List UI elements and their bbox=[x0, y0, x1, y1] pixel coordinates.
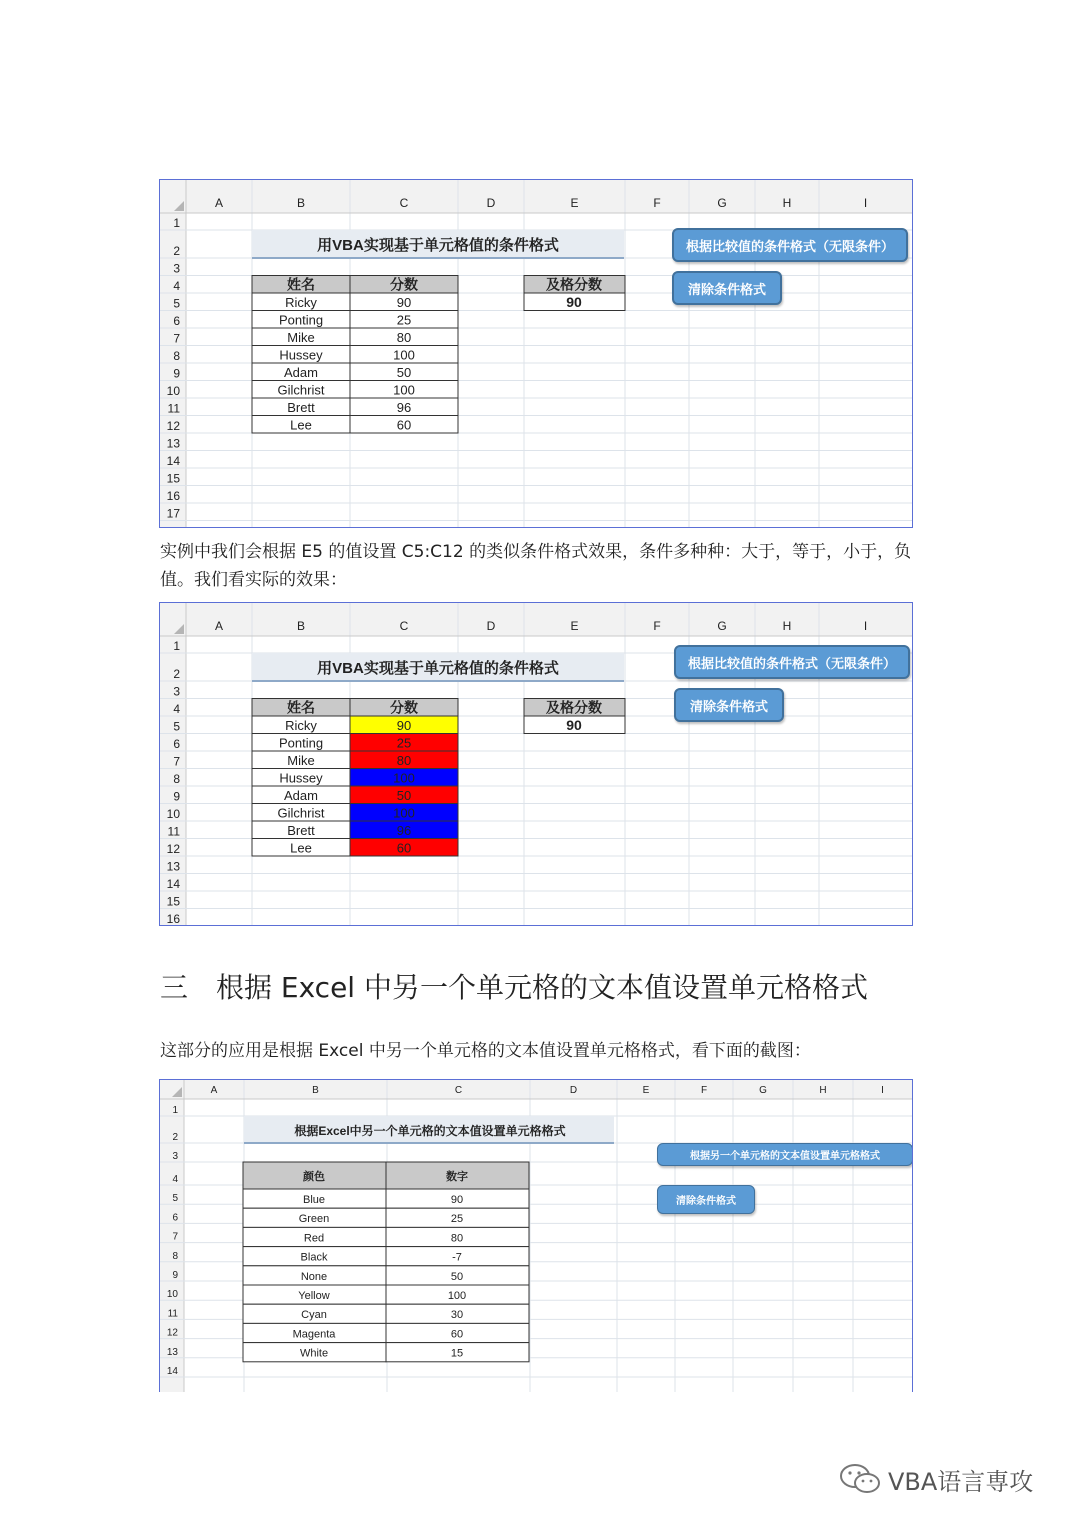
score-value: 25 bbox=[396, 312, 412, 328]
row-number: 14 bbox=[166, 454, 180, 468]
column-letter: D bbox=[486, 196, 496, 210]
score-value: 90 bbox=[396, 718, 412, 733]
header-number: 数字 bbox=[446, 1171, 468, 1183]
section-3-paragraph: 这部分的应用是根据 Excel 中另一个单元格的文本值设置单元格格式，看下面的截图： bbox=[160, 1041, 811, 1061]
apply-conditional-format-button[interactable]: 根据比较值的条件格式（无限条件） bbox=[672, 228, 908, 262]
row-number: 7 bbox=[173, 331, 180, 346]
row-number: 5 bbox=[173, 719, 180, 734]
row-number: 4 bbox=[172, 1174, 178, 1185]
column-letter: B bbox=[312, 1085, 319, 1096]
spreadsheet-screenshot-3 bbox=[159, 1079, 913, 1392]
row-number: 13 bbox=[166, 859, 180, 874]
score-value: 60 bbox=[396, 840, 412, 856]
name-value: Adam bbox=[284, 365, 318, 380]
name-value: Ponting bbox=[278, 312, 324, 328]
score-value: 50 bbox=[396, 365, 412, 380]
column-letter: A bbox=[210, 1085, 218, 1096]
row-number: 6 bbox=[173, 737, 180, 751]
row-number: 11 bbox=[167, 401, 180, 416]
name-value: Ponting bbox=[278, 735, 324, 751]
row-number: 8 bbox=[173, 772, 180, 786]
column-letter: H bbox=[819, 1085, 827, 1096]
header-name: 姓名 bbox=[287, 699, 315, 716]
number-value: 80 bbox=[450, 1232, 464, 1245]
number-value: 30 bbox=[450, 1309, 464, 1322]
color-name-value: Green bbox=[298, 1213, 330, 1226]
color-name-value: Cyan bbox=[301, 1309, 327, 1322]
row-number: 15 bbox=[166, 471, 180, 486]
name-value: Hussey bbox=[279, 770, 323, 786]
row-number: 5 bbox=[173, 296, 180, 311]
name-value: Brett bbox=[287, 823, 315, 838]
row-number: 11 bbox=[167, 1308, 178, 1320]
row-number: 2 bbox=[173, 667, 180, 681]
name-value: Ricky bbox=[285, 295, 317, 310]
row-number: 9 bbox=[173, 789, 180, 804]
column-letter: D bbox=[569, 1085, 578, 1096]
column-letter: H bbox=[782, 196, 792, 210]
color-name-value: Yellow bbox=[298, 1290, 330, 1302]
row-number: 10 bbox=[166, 807, 180, 821]
header-name: 姓名 bbox=[287, 276, 315, 293]
row-number: 2 bbox=[172, 1132, 178, 1143]
pass-value: 90 bbox=[566, 294, 582, 310]
spreadsheet-screenshot-2 bbox=[159, 602, 913, 926]
column-header-bar bbox=[160, 603, 912, 636]
name-value: Brett bbox=[287, 400, 315, 415]
intro-paragraph: 实例中我们会根据 E5 的值设置 C5:C12 的类似条件格式效果，条件多种种：大于，等于，小于，负值。我们看实际的效果： bbox=[160, 542, 912, 590]
row-number: 1 bbox=[173, 216, 180, 230]
row-number: 17 bbox=[166, 506, 180, 521]
color-name-value: Blue bbox=[302, 1194, 326, 1206]
row-number: 13 bbox=[166, 1346, 178, 1358]
row-number: 1 bbox=[172, 1105, 178, 1116]
row-number: 3 bbox=[172, 1151, 178, 1162]
color-name-value: Black bbox=[300, 1251, 328, 1264]
header-color: 颜色 bbox=[303, 1171, 325, 1183]
column-letter: G bbox=[717, 619, 727, 633]
name-value: Gilchrist bbox=[277, 805, 325, 821]
row-number: 12 bbox=[166, 1327, 178, 1339]
number-value: 50 bbox=[450, 1270, 464, 1283]
row-number: 1 bbox=[173, 639, 180, 653]
column-letter: G bbox=[759, 1085, 767, 1096]
row-number: 8 bbox=[172, 1250, 178, 1262]
row-number: 10 bbox=[166, 384, 180, 398]
column-letter: A bbox=[214, 619, 224, 633]
name-value: Adam bbox=[284, 788, 318, 803]
column-letter: B bbox=[296, 619, 306, 633]
row-number: 7 bbox=[172, 1231, 178, 1243]
color-name-value: Magenta bbox=[292, 1328, 336, 1341]
score-value: 100 bbox=[393, 805, 415, 821]
column-letter: C bbox=[454, 1085, 463, 1096]
score-value: 80 bbox=[396, 330, 412, 345]
score-value: 50 bbox=[396, 788, 412, 803]
sheet-title: 根据Excel中另一个单元格的文本值设置单元格格式 bbox=[294, 1124, 566, 1138]
number-value: 100 bbox=[447, 1290, 467, 1302]
score-value: 100 bbox=[393, 347, 415, 363]
column-letter: D bbox=[486, 619, 496, 633]
row-number: 14 bbox=[166, 877, 180, 891]
name-value: Mike bbox=[287, 330, 315, 345]
row-number: 11 bbox=[167, 824, 180, 839]
column-letter: F bbox=[700, 1085, 708, 1096]
row-number: 9 bbox=[172, 1270, 178, 1281]
column-letter: G bbox=[717, 196, 727, 210]
row-number: 8 bbox=[173, 349, 180, 363]
row-number: 6 bbox=[172, 1212, 178, 1224]
pass-label: 及格分数 bbox=[546, 276, 602, 293]
column-letter: H bbox=[782, 619, 792, 633]
number-value: 60 bbox=[450, 1328, 464, 1341]
row-number: 14 bbox=[166, 1366, 178, 1377]
row-number: 5 bbox=[172, 1193, 178, 1205]
score-value: 100 bbox=[393, 770, 415, 786]
number-value: -7 bbox=[452, 1251, 462, 1264]
column-letter: F bbox=[653, 619, 661, 633]
column-letter: I bbox=[863, 196, 868, 210]
name-value: Lee bbox=[290, 417, 312, 433]
score-value: 25 bbox=[396, 735, 412, 751]
name-value: Mike bbox=[287, 753, 315, 768]
score-value: 90 bbox=[396, 295, 412, 310]
column-letter: C bbox=[399, 619, 409, 633]
apply-conditional-format-button-2[interactable]: 根据比较值的条件格式（无限条件） bbox=[674, 645, 910, 679]
name-value: Ricky bbox=[285, 718, 317, 733]
color-name-value: None bbox=[300, 1270, 328, 1283]
row-number: 15 bbox=[166, 894, 180, 909]
header-score: 分数 bbox=[390, 699, 418, 716]
pass-value: 90 bbox=[566, 717, 582, 733]
column-header-bar bbox=[160, 1080, 912, 1099]
number-value: 90 bbox=[450, 1194, 464, 1206]
row-number: 4 bbox=[173, 279, 180, 293]
number-value: 25 bbox=[450, 1213, 464, 1226]
name-value: Gilchrist bbox=[277, 382, 325, 398]
row-number: 2 bbox=[173, 244, 180, 258]
row-number: 3 bbox=[173, 261, 180, 276]
score-value: 96 bbox=[396, 823, 412, 838]
column-letter: E bbox=[570, 619, 579, 633]
clear-conditional-format-button-2[interactable]: 清除条件格式 bbox=[674, 688, 784, 722]
clear-text-format-button[interactable]: 清除条件格式 bbox=[657, 1185, 755, 1214]
column-letter: C bbox=[399, 196, 409, 210]
number-value: 15 bbox=[450, 1347, 464, 1360]
column-letter: A bbox=[214, 196, 224, 210]
row-number: 6 bbox=[173, 314, 180, 328]
column-letter: F bbox=[653, 196, 661, 210]
name-value: Hussey bbox=[279, 347, 323, 363]
row-number: 10 bbox=[166, 1289, 178, 1301]
color-name-value: Red bbox=[303, 1232, 325, 1245]
score-value: 100 bbox=[393, 382, 415, 398]
sheet-title: 用VBA实现基于单元格值的条件格式 bbox=[317, 660, 559, 677]
header-score: 分数 bbox=[390, 276, 418, 293]
row-number: 3 bbox=[173, 684, 180, 699]
score-value: 60 bbox=[396, 417, 412, 433]
sheet3-grid bbox=[160, 1080, 912, 1392]
row-number: 12 bbox=[166, 419, 180, 433]
score-value: 96 bbox=[396, 400, 412, 415]
column-letter: E bbox=[642, 1085, 650, 1096]
row-number: 13 bbox=[166, 436, 180, 451]
column-header-bar bbox=[160, 180, 912, 213]
column-letter: B bbox=[296, 196, 306, 210]
sheet-title: 用VBA实现基于单元格值的条件格式 bbox=[317, 237, 559, 254]
wechat-logo-icon bbox=[838, 1462, 884, 1496]
row-number: 4 bbox=[173, 702, 180, 716]
clear-conditional-format-button[interactable]: 清除条件格式 bbox=[672, 271, 782, 305]
row-number: 16 bbox=[166, 912, 180, 925]
name-value: Lee bbox=[290, 840, 312, 856]
score-value: 80 bbox=[396, 753, 412, 768]
row-number: 9 bbox=[173, 366, 180, 381]
spreadsheet-screenshot-1 bbox=[159, 179, 913, 528]
column-letter: I bbox=[881, 1085, 884, 1096]
column-letter: I bbox=[863, 619, 868, 633]
row-number: 7 bbox=[173, 754, 180, 769]
watermark-text: VBA语言専攻 bbox=[888, 1468, 1034, 1496]
row-number: 16 bbox=[166, 489, 180, 503]
row-number: 12 bbox=[166, 842, 180, 856]
section-heading-3: 三 根据 Excel 中另一个单元格的文本值设置单元格格式 bbox=[160, 971, 868, 1004]
column-letter: E bbox=[570, 196, 579, 210]
apply-text-format-button[interactable]: 根据另一个单元格的文本值设置单元格格式 bbox=[657, 1143, 913, 1166]
color-name-value: White bbox=[299, 1347, 329, 1360]
pass-label: 及格分数 bbox=[546, 699, 602, 716]
